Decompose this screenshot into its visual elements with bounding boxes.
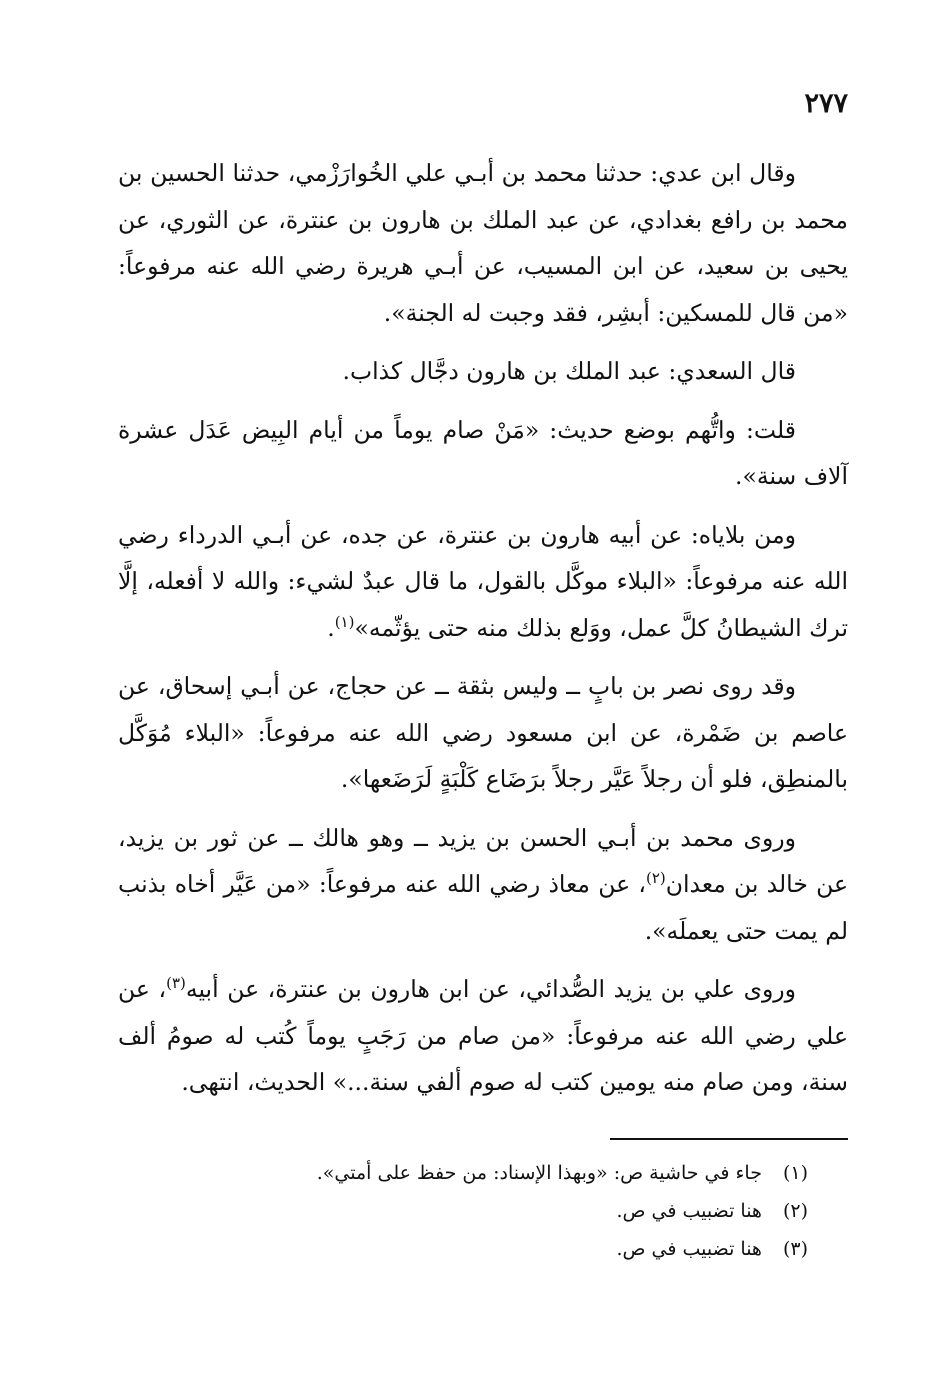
paragraph-text: قلت: واتُّهم بوضع حديث: «مَنْ صام يوماً من أيام البِيض عَدَل عشرة آلاف سنة». (118, 415, 848, 490)
footnote-marker-3[interactable]: (٣) (166, 974, 186, 993)
paragraph-nasr (118, 663, 848, 803)
main-text (118, 150, 848, 1118)
paragraph-text: وروى علي بن يزيد الصُّدائي، عن ابن هارون بن عنترة، عن أبيه (185, 975, 797, 1003)
paragraph-saadi (118, 348, 848, 395)
footnote-text: جاء في حاشية ص: «وبهذا الإسناد: من حفظ على أمتي». (316, 1162, 762, 1184)
footnote-text: هنا تضبيب في ص. (616, 1200, 762, 1222)
paragraph-text: وروى محمد بن أبـي الحسن بن يزيد ــ وهو هالك ــ عن ثور بن يزيد، عن خالد بن معدان (118, 823, 848, 898)
paragraph-text: ومن بلاياه: عن أبيه هارون بن عنترة، عن جده، عن أبـي الدرداء رضي الله عنه مرفوعاً: «البلاء موكَّل بالقول، ما قال عبدٌ لشيء: والله لا أفعله، إلَّا ترك الشيطانُ كلَّ عمل، ووَلع بذلك منه حتى يؤثّمه» (118, 520, 848, 642)
paragraph-tail: ، عن علي رضي الله عنه مرفوعاً: «من صام من رَجَبٍ يوماً كُتب له صومُ ألف سنة، ومن صام منه يومين كتب له صوم ألفي سنة...» الحديث، انتهى. (118, 975, 848, 1096)
footnote-text: هنا تضبيب في ص. (616, 1238, 762, 1260)
footnote-3 (118, 1230, 808, 1268)
page-number: ٢٧٧ (804, 88, 848, 119)
paragraph-text: قال السعدي: عبد الملك بن هارون دجَّال كذاب. (342, 357, 796, 385)
footnote-divider (610, 1138, 848, 1140)
paragraph-tail: ، عن معاذ رضي الله عنه مرفوعاً: «من عَيَّر أخاه بذنب لم يمت حتى يعملَه». (118, 870, 848, 945)
paragraph-tail: . (327, 613, 335, 642)
paragraph-muhammad (118, 815, 848, 955)
paragraph-text: وقال ابن عدي: حدثنا محمد بن أبـي علي الخُوارَزْمي، حدثنا الحسين بن محمد بن رافع بغدادي، عن عبد الملك بن هارون بن عنترة، عن الثوري، عن يحيى بن سعيد، عن ابن المسيب، عن أبـي هريرة رضي الله عنه مرفوعاً: «من قال للمسكين: أبشِر، فقد وجبت له الجنة». (118, 159, 848, 327)
footnote-1 (118, 1154, 808, 1192)
paragraph-ali (118, 966, 848, 1106)
paragraph-qultu (118, 407, 848, 500)
book-page (118, 88, 848, 1288)
footnote-number: (٣) (782, 1238, 808, 1260)
footnote-marker-2[interactable]: (٢) (645, 869, 666, 888)
paragraph-ibn-adi (118, 150, 848, 336)
paragraph-balayah (118, 512, 848, 652)
footnote-number: (١) (782, 1162, 808, 1184)
footnotes-section (118, 1154, 808, 1268)
footnote-number: (٢) (782, 1200, 808, 1222)
paragraph-text: وقد روى نصر بن بابٍ ــ وليس بثقة ــ عن حجاج، عن أبـي إسحاق، عن عاصم بن ضَمْرة، عن ابن مسعود رضي الله عنه مرفوعاً: «البلاء مُوَكَّل بالمنطِق، فلو أن رجلاً عَيَّر رجلاً برَضَاع كَلْبَةٍ لَرَضَعها». (118, 672, 848, 793)
footnote-marker-1[interactable]: (١) (334, 612, 355, 631)
footnote-2 (118, 1192, 808, 1230)
